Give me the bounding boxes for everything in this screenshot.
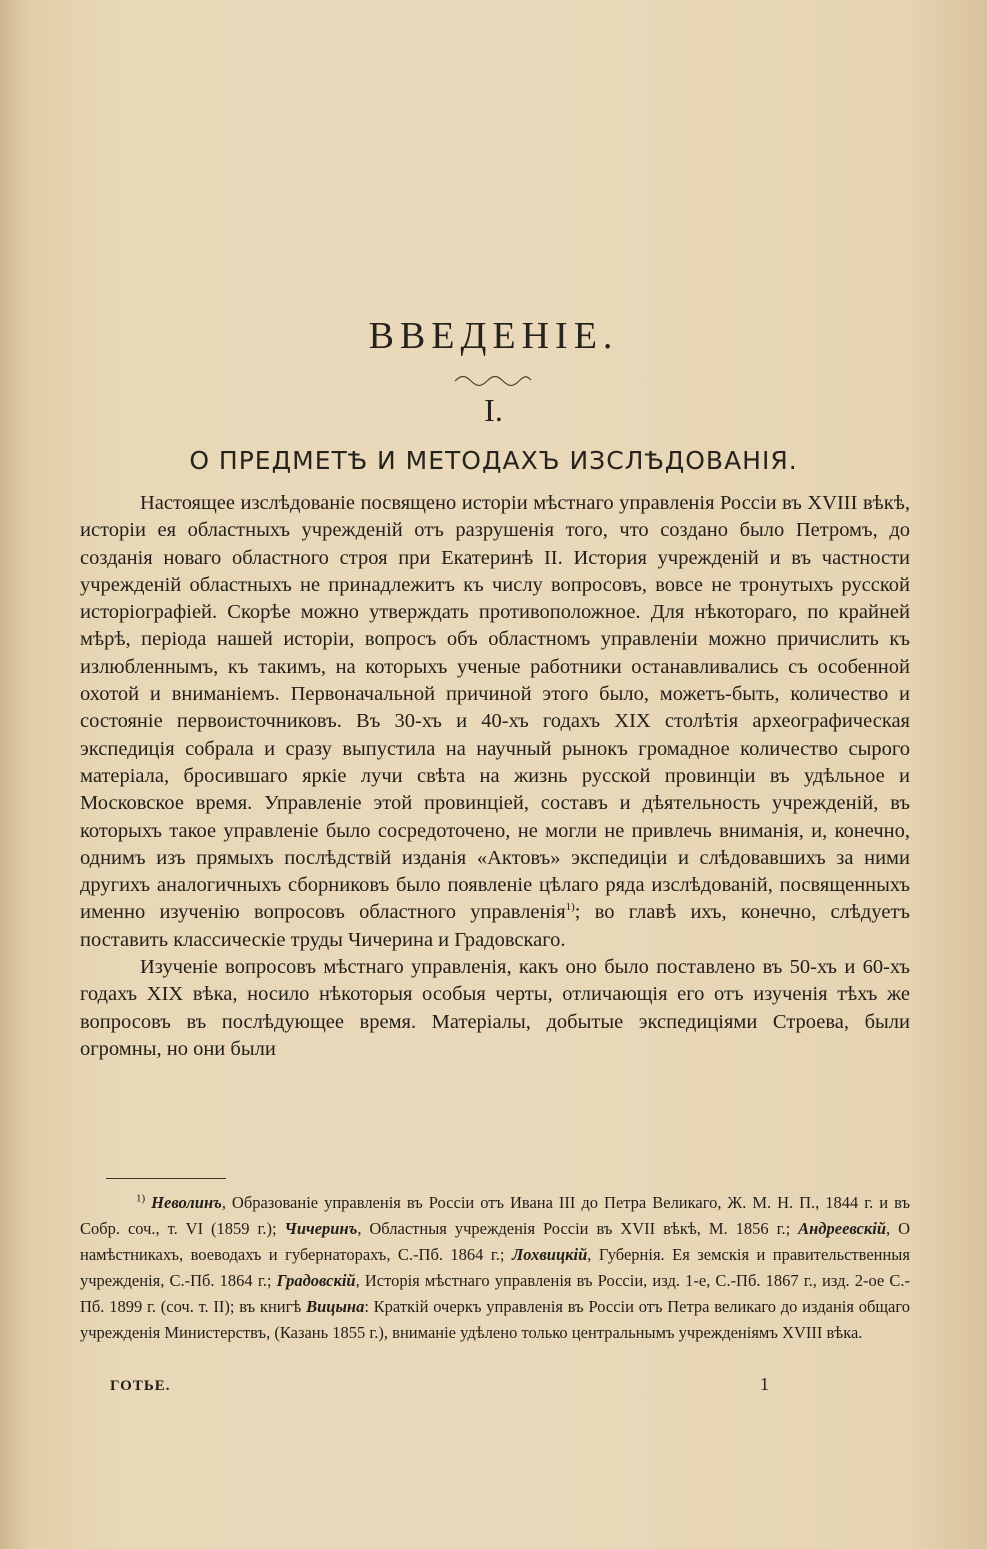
footnote-author: Неволинъ [151, 1193, 222, 1212]
footnote-text: , Областныя учрежденія Россіи въ XVII вѣкѣ, М. 1856 г.; [357, 1219, 799, 1238]
footnote-author: Лохвицкій [511, 1245, 588, 1264]
sheet-number: 1 [760, 1374, 769, 1394]
section-heading: О ПРЕДМЕТѢ И МЕТОДАХЪ ИЗСЛѢДОВАНІЯ. [189, 446, 798, 475]
footnote-divider [106, 1178, 226, 1179]
footnote-author: Чичеринъ [284, 1219, 358, 1238]
paragraph-text: Настоящее изслѣдованіе посвящено исторіи мѣстнаго управленія Россіи въ XVIII вѣкѣ, исторіи ея областныхъ учрежденій отъ разрушенія того, что создано было Петромъ, до созданія новаго областного строя при Екатеринѣ II. История учрежденій и въ частности учрежденій областныхъ не принадлежитъ къ числу вопросовъ, вовсе не тронутыхъ русской исторіографіей. Скорѣе можно утверждать противоположное. Для нѣкотораго, по крайней мѣрѣ, періода нашей исторіи, вопросъ объ областномъ управленіи можно причислить къ излюбленнымъ, къ такимъ, на которыхъ ученые работники останавливались съ особенной охотой и вниманіемъ. Первоначальной причиной этого было, можетъ-быть, количество и состояніе первоисточниковъ. Въ 30-хъ и 40-хъ годахъ XIX столѣтія археографическая экспедиція собрала и сразу выпустила на научный рынокъ громадное количество сырого матеріала, бросившаго яркіе лучи свѣта на жизнь русской провинціи въ удѣльное и Московское время. Управленіе этой провинціей, составъ и дѣятельность учрежденій, въ которыхъ такое управленіе было сосредоточено, не могли не привлечь вниманія, и, конечно, однимъ изъ прямыхъ послѣдствій изданія «Актовъ» экспедиціи и слѣдовавшихъ за ними другихъ аналогичныхъ сборниковъ было появленіе цѣлаго ряда изслѣдованій, посвященныхъ именно изученію вопросовъ областного управленія [80, 492, 910, 924]
paragraph: Изученіе вопросовъ мѣстнаго управленія, какъ оно было поставлено въ 50-хъ и 60-хъ годахъ XIX вѣка, носило нѣкоторыя особыя черты, отличающія его отъ изученія тѣхъ же вопросовъ въ послѣдующее время. Матеріалы, добытые экспедиціями Строева, были огромны, но они были [80, 956, 910, 1060]
section-numeral: I. [484, 392, 503, 428]
paragraph-text-tail: ; во главѣ ихъ, конечно, слѣдуетъ поставить классическіе труды Чичерина и Градовскаго. [80, 901, 910, 951]
page-title: ВВЕДЕНІЕ. [368, 315, 619, 357]
printer-signature: ГОТЬЕ. [110, 1378, 171, 1394]
footnote-author: Вицына [306, 1297, 365, 1316]
footnote [80, 1190, 910, 1346]
footnote-text: , Губернія. Ея земскія и правительственныя учрежденія, С.-Пб. 1864 г.; [80, 1245, 910, 1290]
footnote-marker: 1) [136, 1192, 146, 1205]
footnote-text: , О намѣстникахъ, воеводахъ и губернаторахъ, С.-Пб. 1864 г.; [80, 1219, 910, 1264]
body-text [80, 490, 910, 1063]
footnote-author: Андреевскій [798, 1219, 886, 1238]
footnote-reference: 1) [565, 901, 575, 914]
footnote-text: , Образованіе управленія въ Россіи отъ Ивана III до Петра Великаго, Ж. М. Н. П., 1844 г. и въ Собр. соч., т. VI (1859 г.); [80, 1193, 910, 1238]
ornament-divider-icon [453, 372, 533, 388]
footnote-text: , Исторія мѣстнаго управленія въ Россіи, изд. 1-е, С.-Пб. 1867 г., изд. 2-ое С.-Пб. 1899 г. (соч. т. II); въ книгѣ [80, 1271, 911, 1316]
paragraph [80, 490, 910, 954]
footnote-text: : Краткій очеркъ управленія въ Россіи отъ Петра великаго до изданія общаго учрежденія Министерствъ, (Казань 1855 г.), вниманіе удѣлено только центральнымъ учрежденіямъ XVIII вѣка. [80, 1297, 910, 1342]
footnote-author: Градовскій [276, 1271, 356, 1290]
